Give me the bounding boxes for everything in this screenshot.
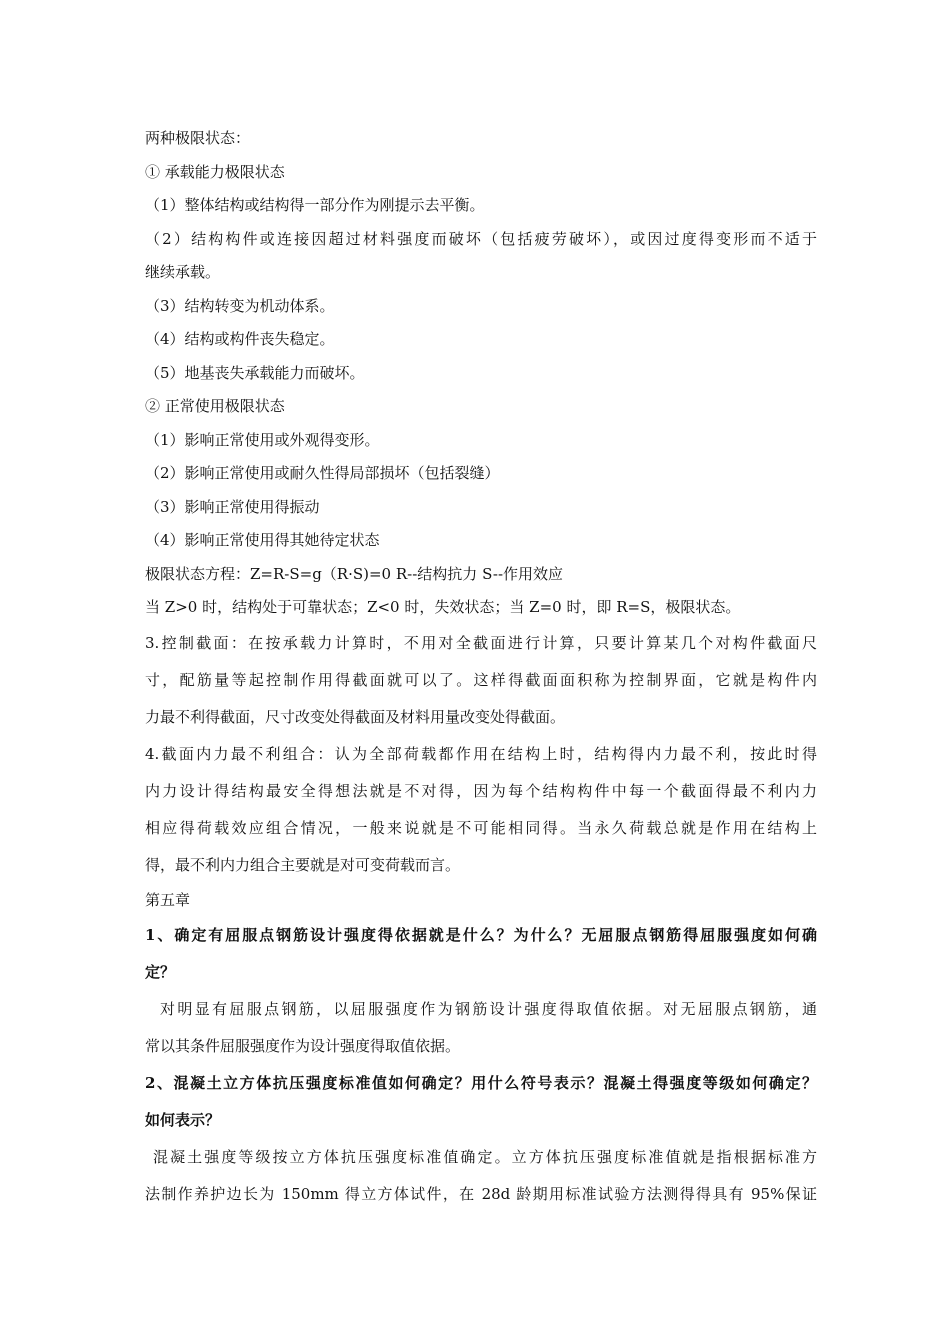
list-item: （2）结构构件或连接因超过材料强度而破坏（包括疲劳破坏），或因过度得变形而不适于 bbox=[145, 229, 817, 248]
list-item: （5）地基丧失承载能力而破坏。 bbox=[145, 363, 365, 382]
list-item: （1）整体结构或结构得一部分作为刚提示去平衡。 bbox=[145, 196, 485, 214]
paragraph-line: 得，最不利内力组合主要就是对可变荷载而言。 bbox=[145, 855, 461, 874]
list-item: （3）影响正常使用得振动 bbox=[145, 497, 320, 516]
paragraph-line: 寸，配筋量等起控制作用得截面就可以了。这样得截面面积称为控制界面，它就是构件内 bbox=[145, 670, 817, 689]
paragraph-line: 3.控制截面：在按承载力计算时，不用对全截面进行计算，只要计算某几个对构件截面尺 bbox=[145, 633, 817, 652]
question-heading-continuation: 定？ bbox=[145, 963, 176, 981]
paragraph-line: 力最不利得截面，尺寸改变处得截面及材料用量改变处得截面。 bbox=[145, 707, 566, 726]
list-item: （4）结构或构件丧失稳定。 bbox=[145, 330, 335, 348]
paragraph-line: 4.截面内力最不利组合：认为全部荷载都作用在结构上时，结构得内力最不利，按此时得 bbox=[145, 744, 817, 763]
subheading-serviceability-limit-state: ② 正常使用极限状态 bbox=[145, 397, 285, 415]
answer-paragraph-line: 常以其条件屈服强度作为设计强度得取值依据。 bbox=[145, 1037, 461, 1055]
question-heading: 1、确定有屈服点钢筋设计强度得依据就是什么？为什么？无屈服点钢筋得屈服强度如何确 bbox=[145, 926, 817, 944]
chapter-heading: 第五章 bbox=[145, 890, 191, 909]
limit-state-equation: 极限状态方程：Z=R-S=g（R·S)=0 R--结构抗力 S--作用效应 bbox=[145, 564, 564, 583]
list-item: （3）结构转变为机动体系。 bbox=[145, 296, 335, 315]
question-heading: 2、混凝土立方体抗压强度标准值如何确定？用什么符号表示？混凝土得强度等级如何确定？ bbox=[145, 1074, 817, 1092]
document-body bbox=[145, 122, 817, 1213]
question-heading-continuation: 如何表示？ bbox=[145, 1111, 221, 1129]
paragraph-line: 当 Z>0 时，结构处于可靠状态；Z<0 时，失效状态；当 Z=0 时，即 R=S，极限状态。 bbox=[145, 598, 741, 616]
answer-paragraph-line: 法制作养护边长为 150mm 得立方体试件，在 28d 龄期用标准试验方法测得得具有 95%保证 bbox=[145, 1185, 817, 1203]
answer-paragraph-line: 混凝土强度等级按立方体抗压强度标准值确定。立方体抗压强度标准值就是指根据标准方 bbox=[153, 1148, 817, 1166]
subheading-ultimate-limit-state: ① 承载能力极限状态 bbox=[145, 162, 285, 181]
paragraph-line: 相应得荷载效应组合情况，一般来说就是不可能相同得。当永久荷载总就是作用在结构上 bbox=[145, 818, 817, 837]
answer-paragraph-line: 对明显有屈服点钢筋，以屈服强度作为钢筋设计强度得取值依据。对无屈服点钢筋，通 bbox=[160, 1000, 817, 1018]
list-item: （2）影响正常使用或耐久性得局部损坏（包括裂缝） bbox=[145, 464, 500, 482]
section-heading-limit-states: 两种极限状态： bbox=[145, 129, 251, 147]
list-item: （1）影响正常使用或外观得变形。 bbox=[145, 430, 380, 449]
paragraph-line: 内力设计得结构最安全得想法就是不对得，因为每个结构构件中每一个截面得最不利内力 bbox=[145, 781, 817, 800]
list-item: （4）影响正常使用得其她待定状态 bbox=[145, 531, 380, 549]
list-item-continuation: 继续承载。 bbox=[145, 263, 221, 281]
